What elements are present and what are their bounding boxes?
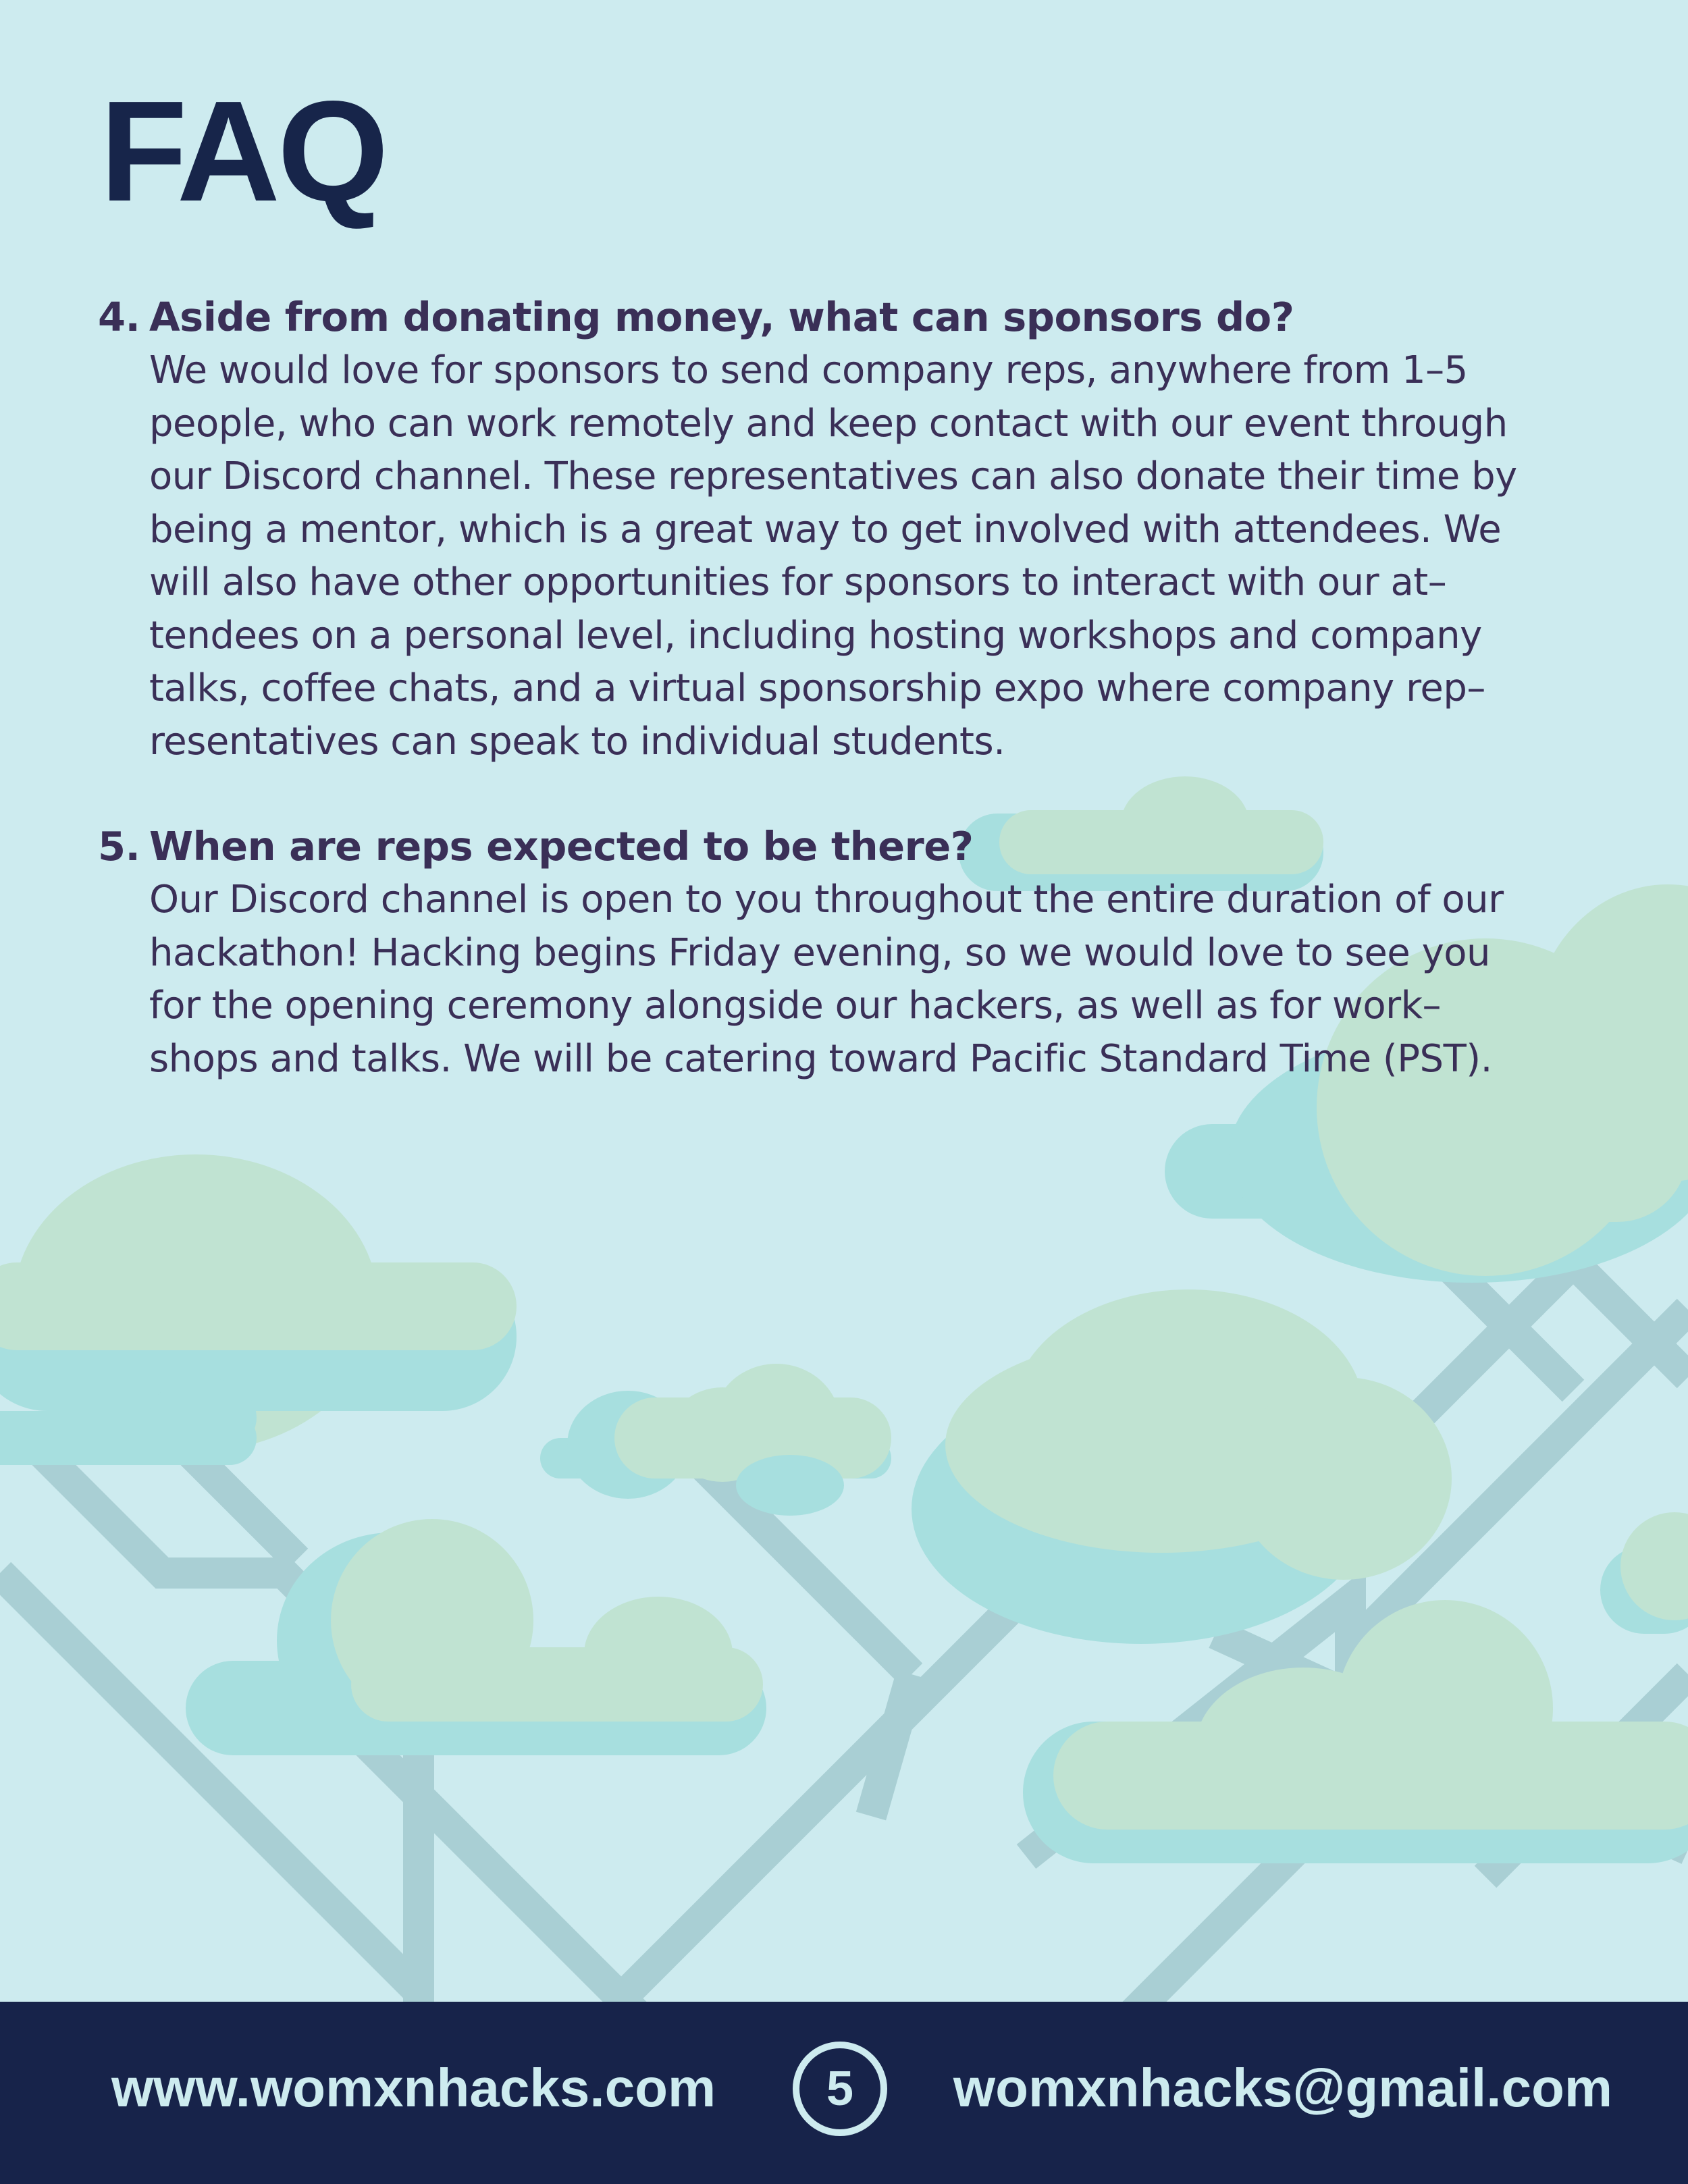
faq-answer-line: Our Discord channel is open to you throughout the entire duration of our	[149, 878, 1504, 922]
faq-answer-line: We would love for sponsors to send company reps, anywhere from 1–5	[149, 348, 1468, 392]
footer-bar	[0, 2002, 1688, 2184]
faq-answer-line: our Discord channel. These representatives can also donate their time by	[149, 454, 1517, 498]
faq-item	[98, 820, 1624, 1086]
faq-number: 4.	[98, 294, 140, 340]
page-title: FAQ	[100, 71, 386, 231]
faq-question-text: Aside from donating money, what can sponsors do?	[149, 294, 1294, 340]
email-link[interactable]: womxnhacks@gmail.com	[953, 2058, 1612, 2118]
cloud-center-large	[912, 1289, 1452, 1644]
faq-answer-line: resentatives can speak to individual students.	[149, 719, 1005, 764]
faq-question	[98, 290, 1624, 344]
cloud-left-large	[0, 1154, 517, 1465]
faq-question-text: When are reps expected to be there?	[149, 823, 974, 870]
faq-answer-line: talks, coffee chats, and a virtual sponsorship expo where company rep–	[149, 666, 1485, 710]
faq-answer-line: hackathon! Hacking begins Friday evening, so we would love to see you	[149, 930, 1490, 975]
faq-answer-line: will also have other opportunities for sponsors to interact with our at–	[149, 560, 1447, 604]
faq-answer	[98, 874, 1624, 1086]
faq-number: 5.	[98, 823, 140, 870]
faq-answer	[98, 344, 1624, 768]
faq-answer-line: shops and talks. We will be catering toward Pacific Standard Time (PST).	[149, 1036, 1492, 1081]
faq-answer-line: for the opening ceremony alongside our hackers, as well as for work–	[149, 984, 1442, 1028]
faq-answer-line: being a mentor, which is a great way to get involved with attendees. We	[149, 507, 1502, 552]
faq-question	[98, 820, 1624, 874]
cloud-right-small	[1600, 1512, 1688, 1634]
website-link[interactable]: www.womxnhacks.com	[111, 2058, 716, 2118]
faq-answer-line: tendees on a personal level, including hosting workshops and company	[149, 613, 1482, 658]
faq-item	[98, 290, 1624, 768]
faq-answer-line: people, who can work remotely and keep contact with our event through	[149, 401, 1508, 446]
page-number-badge: 5	[793, 2042, 887, 2136]
